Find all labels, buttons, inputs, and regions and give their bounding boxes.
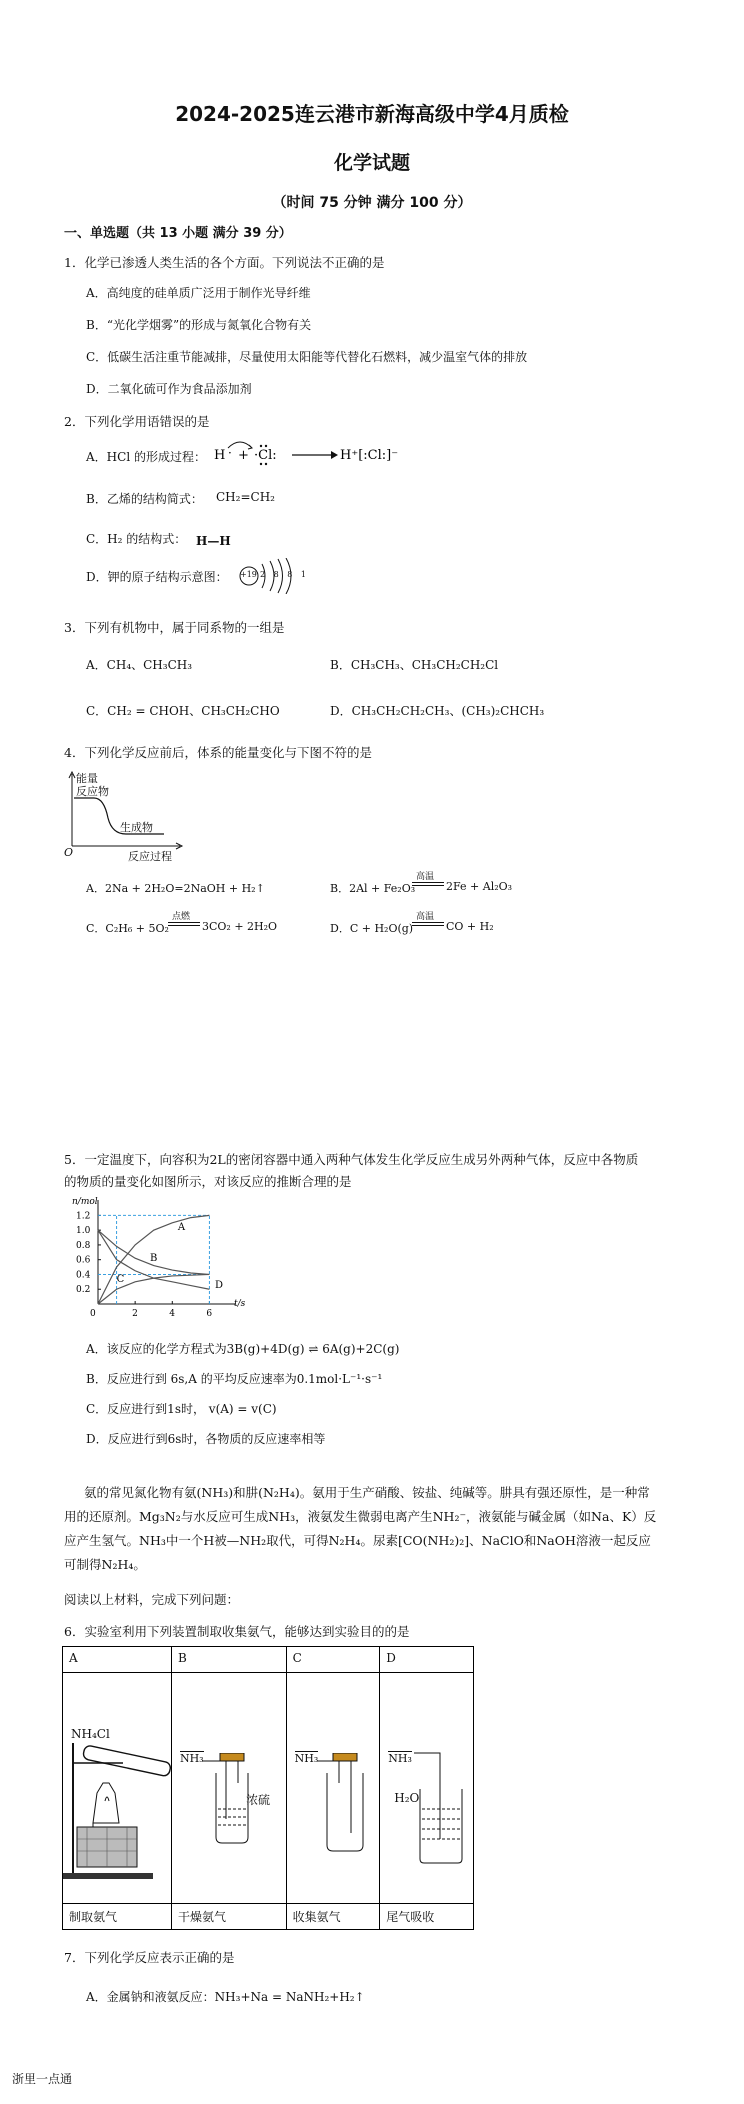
- q7-stem: 7．下列化学反应表示正确的是: [64, 1950, 235, 1965]
- water-label: H₂O: [394, 1791, 420, 1805]
- series-label-b: B: [150, 1253, 158, 1265]
- apparatus-c: [286, 1673, 380, 1904]
- q5-stem-line2: 的物质的量变化如图所示，对该反应的推断合理的是: [64, 1174, 352, 1189]
- svg-text:·Cl:: ·Cl:: [254, 448, 277, 463]
- apparatus-table: [62, 1646, 474, 1930]
- q4-option-a: A．2Na + 2H₂O=2NaOH + H₂↑: [86, 882, 265, 895]
- reaction-arrow: [412, 922, 444, 923]
- svg-text:·: ·: [228, 446, 232, 460]
- q4-stem: 4．下列化学反应前后，体系的能量变化与下图不符的是: [64, 745, 372, 760]
- q5-option-d: D．反应进行到6s时，各物质的反应速率相等: [86, 1432, 326, 1446]
- passage-line-2: 用的还原剂。Mg₃N₂与水反应可生成NH₃，液氨发生微弱电离产生NH₂⁻，液氨能与碱金属（如Na、K）反: [64, 1509, 657, 1524]
- x-tick-label: 6: [206, 1309, 213, 1319]
- nucleus-charge: +19: [240, 570, 257, 579]
- q6-stem: 6．实验室利用下列装置制取收集氨气，能够达到实验目的的是: [64, 1624, 410, 1639]
- caption-cell: 制取氨气: [63, 1904, 172, 1930]
- acid-label: 浓硫: [245, 1793, 270, 1807]
- y-tick-label: 1.0: [76, 1226, 91, 1237]
- y-tick-label: 0.8: [76, 1240, 91, 1251]
- column-header: D: [380, 1647, 474, 1673]
- energy-axis-label: 能量: [76, 772, 98, 785]
- q2-option-b-label: B．乙烯的结构简式：: [86, 492, 203, 506]
- h2-structure: H—H: [196, 534, 231, 548]
- q3-stem: 3．下列有机物中，属于同系物的一组是: [64, 620, 285, 635]
- x-axis-label: t/s: [234, 1299, 246, 1309]
- x-tick-label: 4: [169, 1309, 176, 1319]
- q2-option-a-label: A．HCl 的形成过程：: [86, 450, 206, 464]
- q2-option-c-label: C．H₂ 的结构式：: [86, 532, 187, 546]
- apparatus-a: [63, 1673, 172, 1904]
- q1-stem: 1．化学已渗透人类生活的各个方面。下列说法不正确的是: [64, 255, 385, 270]
- column-header: C: [286, 1647, 380, 1673]
- q5-option-b: B．反应进行到 6s,A 的平均反应速率为0.1mol·L⁻¹·s⁻¹: [86, 1372, 383, 1386]
- q2-option-d-label: D．钾的原子结构示意图：: [86, 570, 228, 584]
- ethylene-formula: CH₂=CH₂: [216, 490, 275, 504]
- shell-electrons: 2 8 8 1: [260, 570, 309, 579]
- energy-diagram: [64, 770, 184, 862]
- time-info: （时间 75 分钟 满分 100 分）: [272, 195, 472, 211]
- y-tick-label: 0.6: [76, 1255, 91, 1266]
- nh3-arrow-label: NH₃: [294, 1752, 319, 1765]
- q1-option-a: A．高纯度的硅单质广泛用于制作光导纤维: [86, 286, 311, 300]
- mole-time-chart: [64, 1196, 264, 1326]
- condition-label: 高温: [416, 872, 435, 882]
- apparatus-d: [380, 1673, 474, 1904]
- collection-bottle-drawing: [317, 1753, 377, 1863]
- hcl-formation-diagram: [212, 436, 402, 470]
- condition-label: 高温: [416, 912, 435, 922]
- svg-text:H: H: [214, 448, 226, 463]
- q1-option-b: B．“光化学烟雾”的形成与氮氧化合物有关: [86, 318, 312, 332]
- passage-line-3: 应产生氢气。NH₃中一个H被—NH₂取代，可得N₂H₄。尿素[CO(NH₂)₂]、NaClO和NaOH溶液一起反应: [64, 1533, 651, 1548]
- q3-option-a: A．CH₄、CH₃CH₃: [86, 658, 193, 672]
- q1-option-c: C．低碳生活注重节能减排，尽量使用太阳能等代替化石燃料，减少温室气体的排放: [86, 350, 528, 364]
- q1-option-d: D．二氧化硫可作为食品添加剂: [86, 382, 252, 396]
- gas-generator-drawing: [63, 1743, 175, 1893]
- caption-cell: 收集氨气: [286, 1904, 380, 1930]
- series-label-c: C: [116, 1273, 125, 1285]
- absorption-beaker-drawing: [410, 1749, 466, 1869]
- potassium-atom-diagram: [238, 558, 309, 594]
- q5-stem-line1: 5．一定温度下，向容积为2L的密闭容器中通入两种气体发生化学反应生成另外两种气体，反应中各物质: [64, 1152, 639, 1167]
- q5-option-a: A．该反应的化学方程式为3B(g)+4D(g) ⇌ 6A(g)+2C(g): [86, 1342, 400, 1356]
- y-tick-label: 0.2: [76, 1285, 91, 1296]
- product-label: 生成物: [120, 821, 153, 834]
- column-header: B: [171, 1647, 286, 1673]
- exam-title: 2024-2025连云港市新海高级中学4月质检: [175, 102, 569, 126]
- q2-stem: 2．下列化学用语错误的是: [64, 414, 210, 429]
- q7-option-a: A．金属钠和液氨反应：NH₃+Na = NaNH₂+H₂↑: [86, 1990, 365, 2004]
- series-label-d: D: [215, 1279, 224, 1291]
- caption-cell: 尾气吸收: [380, 1904, 474, 1930]
- passage-line-1: 氨的常见氮化物有氨(NH₃)和肼(N₂H₄)。氨用于生产硝酸、铵盐、纯碱等。肼具有强还原性，是一种常: [84, 1485, 650, 1500]
- wash-bottle-drawing: [202, 1753, 282, 1863]
- origin-label: O: [64, 846, 74, 859]
- caption-cell: 干燥氨气: [171, 1904, 286, 1930]
- q3-option-b: B．CH₃CH₃、CH₃CH₂CH₂Cl: [330, 658, 499, 672]
- column-header: A: [63, 1647, 172, 1673]
- reaction-arrow: [412, 882, 444, 883]
- reaction-arrow: [168, 922, 200, 923]
- reading-prompt: 阅读以上材料，完成下列问题：: [64, 1592, 240, 1607]
- series-label-a: A: [177, 1222, 186, 1234]
- svg-text:+: +: [238, 448, 249, 463]
- nh3-arrow-label: NH₃: [388, 1752, 412, 1765]
- passage-line-4: 可制得N₂H₄。: [64, 1557, 146, 1572]
- footer-watermark: 浙里一点通: [12, 2072, 73, 2086]
- reactant-label: 反应物: [76, 785, 109, 798]
- subject-title: 化学试题: [333, 152, 410, 174]
- q3-option-c: C．CH₂ = CHOH、CH₃CH₂CHO: [86, 704, 280, 718]
- condition-label: 点燃: [172, 912, 191, 922]
- series-line-c: [98, 1274, 209, 1304]
- y-tick-label: 0.4: [76, 1270, 91, 1281]
- origin-tick-label: 0: [90, 1309, 96, 1319]
- x-tick-label: 2: [132, 1309, 138, 1319]
- apparatus-b: [171, 1673, 286, 1904]
- q5-option-c: C．反应进行到1s时， v(A) = v(C): [86, 1402, 277, 1416]
- nh4cl-label: NH₄Cl: [71, 1727, 110, 1741]
- nh3-arrow-label: NH₃: [179, 1752, 204, 1765]
- q3-option-d: D．CH₃CH₂CH₂CH₃、(CH₃)₂CHCH₃: [330, 704, 545, 718]
- y-axis-label: n/mol: [72, 1197, 98, 1207]
- section-heading: 一、单选题（共 13 小题 满分 39 分）: [64, 226, 292, 241]
- y-tick-label: 1.2: [76, 1211, 91, 1222]
- process-axis-label: 反应过程: [128, 850, 172, 863]
- svg-text:H⁺[:Cl:]⁻: H⁺[:Cl:]⁻: [340, 448, 399, 463]
